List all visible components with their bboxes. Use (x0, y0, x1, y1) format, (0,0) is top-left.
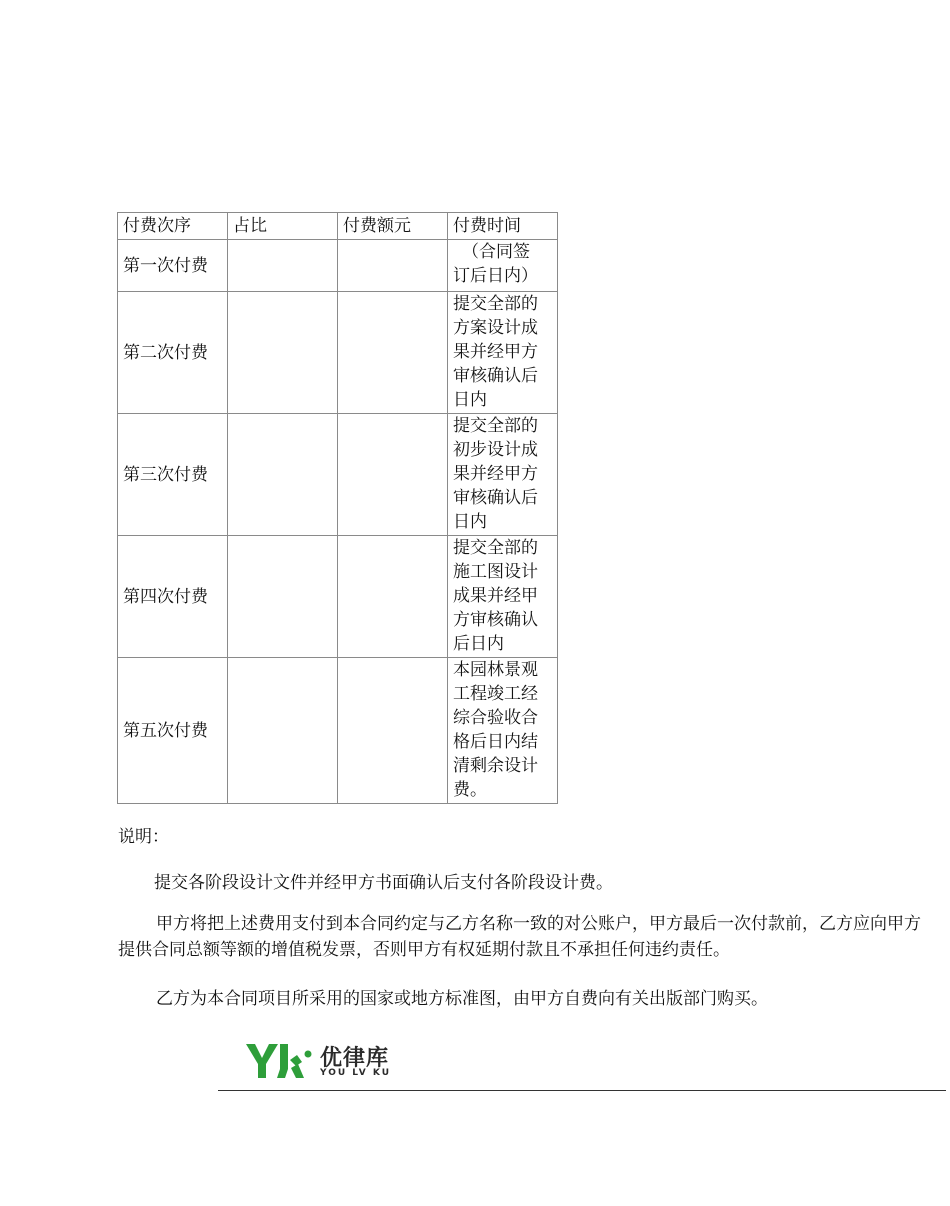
cell-ratio (228, 536, 338, 658)
youlvku-logo-mark-icon (244, 1038, 316, 1082)
header-cell-time: 付费时间 (448, 213, 558, 240)
cell-time (448, 658, 558, 804)
cell-time (448, 292, 558, 414)
cell-order: 第四次付费 (118, 536, 228, 658)
table-row (118, 292, 558, 414)
notes-title: 说明： (118, 827, 169, 847)
time-line: 果并经甲方 (453, 464, 538, 484)
youlvku-logo (244, 1036, 394, 1086)
cell-ratio (228, 414, 338, 536)
time-line: 日内 (453, 512, 487, 532)
cell-order: 第三次付费 (118, 414, 228, 536)
cell-time (448, 414, 558, 536)
table-row (118, 414, 558, 536)
time-line: 初步设计成 (453, 440, 538, 460)
time-line: 日内 (453, 390, 487, 410)
time-line: 审核确认后 (453, 366, 538, 386)
payment-schedule-table (117, 212, 558, 804)
header-cell-ratio: 占比 (228, 213, 338, 240)
cell-order: 第二次付费 (118, 292, 228, 414)
time-line: 后日内 (453, 634, 504, 654)
time-line: 提交全部的 (453, 416, 538, 436)
logo-brand-subtext: YOU LV KU (320, 1068, 392, 1078)
footer-divider (218, 1090, 946, 1091)
cell-ratio (228, 292, 338, 414)
time-line: （合同签 (462, 242, 530, 262)
note-paragraph-3: 乙方为本合同项目所采用的国家或地方标准图，由甲方自费向有关出版部门购买。 (156, 989, 768, 1009)
cell-amount (338, 240, 448, 292)
time-line: 果并经甲方 (453, 342, 538, 362)
time-line: 本园林景观 (453, 660, 538, 680)
cell-amount (338, 658, 448, 804)
time-line: 成果并经甲 (453, 586, 538, 606)
time-line: 方审核确认 (453, 610, 538, 630)
time-line: 综合验收合 (453, 708, 538, 728)
time-line: 工程竣工经 (453, 684, 538, 704)
time-line: 提交全部的 (453, 294, 538, 314)
header-cell-order: 付费次序 (118, 213, 228, 240)
time-line: 费。 (453, 780, 487, 800)
cell-order: 第一次付费 (118, 240, 228, 292)
table-row (118, 658, 558, 804)
note-paragraph-1: 提交各阶段设计文件并经甲方书面确认后支付各阶段设计费。 (154, 873, 613, 893)
cell-amount (338, 292, 448, 414)
logo-brand-text: 优律库 (320, 1046, 390, 1071)
cell-amount (338, 414, 448, 536)
time-line: 方案设计成 (453, 318, 538, 338)
time-line: 清剩余设计 (453, 756, 538, 776)
time-line: 订后日内） (453, 266, 538, 286)
cell-amount (338, 536, 448, 658)
cell-order: 第五次付费 (118, 658, 228, 804)
note-paragraph-2: 甲方将把上述费用支付到本合同约定与乙方名称一致的对公账户，甲方最后一次付款前，乙方应向甲方提供合同总额等额的增值税发票，否则甲方有权延期付款且不承担任何违约责任。 (118, 914, 921, 960)
table-row (118, 536, 558, 658)
cell-ratio (228, 240, 338, 292)
time-line: 提交全部的 (453, 538, 538, 558)
time-line: 审核确认后 (453, 488, 538, 508)
cell-time (448, 240, 558, 292)
header-cell-amount: 付费额元 (338, 213, 448, 240)
table-row (118, 240, 558, 292)
time-line: 格后日内结 (453, 732, 538, 752)
time-line: 施工图设计 (453, 562, 538, 582)
cell-time (448, 536, 558, 658)
cell-ratio (228, 658, 338, 804)
table-header-row (118, 213, 558, 240)
